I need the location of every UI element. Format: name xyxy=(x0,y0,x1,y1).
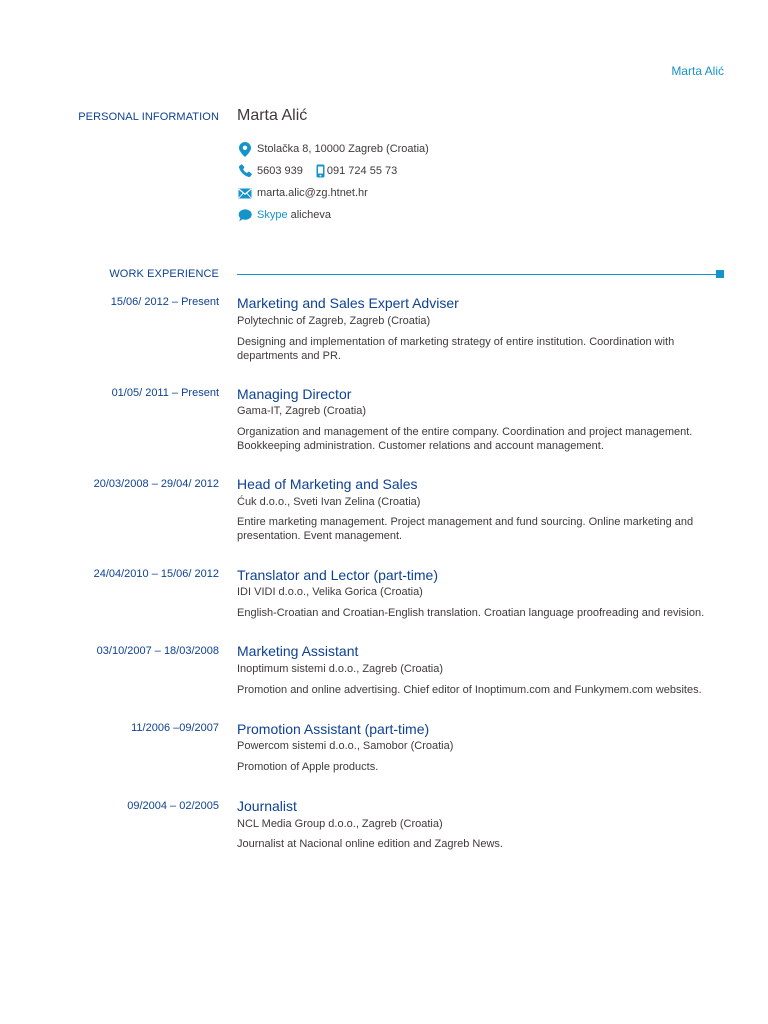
entry-dates: 09/2004 – 02/2005 xyxy=(127,800,219,812)
entry-employer: Powercom sistemi d.o.o., Samobor (Croatia) xyxy=(237,740,454,752)
entry-title: Marketing and Sales Expert Adviser xyxy=(237,295,459,311)
divider-line xyxy=(237,274,718,275)
entry-description: Organization and management of the entire company. Coordination and project management. Bookkeeping administration. Customer relations and account management. xyxy=(237,426,693,452)
entry-title: Promotion Assistant (part-time) xyxy=(237,721,430,737)
location-pin-icon xyxy=(237,141,253,157)
entry-dates: 20/03/2008 – 29/04/ 2012 xyxy=(93,478,219,490)
person-name: Marta Alić xyxy=(237,107,308,124)
work-experience-label: WORK EXPERIENCE xyxy=(109,268,219,280)
chat-bubble-icon xyxy=(237,207,253,223)
mobile-phone-icon xyxy=(315,163,326,179)
entry-title: Managing Director xyxy=(237,386,352,402)
divider-marker xyxy=(716,270,724,278)
entry-title: Marketing Assistant xyxy=(237,643,359,659)
entry-employer: Gama-IT, Zagreb (Croatia) xyxy=(237,405,366,417)
entry-employer: Inoptimum sistemi d.o.o., Zagreb (Croatia) xyxy=(237,663,444,675)
phone-number[interactable]: 5603 939 xyxy=(257,165,303,177)
entry-title: Head of Marketing and Sales xyxy=(237,476,418,492)
entry-dates: 11/2006 –09/2007 xyxy=(131,722,219,734)
entry-description: Journalist at Nacional online edition and Zagreb News. xyxy=(237,838,503,850)
entry-employer: NCL Media Group d.o.o., Zagreb (Croatia) xyxy=(237,818,443,830)
address-row xyxy=(237,141,429,157)
header-name: Marta Alić xyxy=(671,64,724,78)
entry-dates: 01/05/ 2011 – Present xyxy=(111,387,219,399)
phone-row xyxy=(237,163,397,179)
entry-dates: 15/06/ 2012 – Present xyxy=(110,296,219,308)
email-row xyxy=(237,185,368,201)
envelope-icon xyxy=(237,185,253,201)
phone-icon xyxy=(237,163,253,179)
entry-description: Designing and implementation of marketing strategy of entire institution. Coordination with departments and PR. xyxy=(237,336,675,362)
entry-title: Journalist xyxy=(237,798,297,814)
mobile-number[interactable]: 091 724 55 73 xyxy=(326,165,398,177)
entry-employer: Ćuk d.o.o., Sveti Ivan Zelina (Croatia) xyxy=(237,496,421,508)
entry-employer: Polytechnic of Zagreb, Zagreb (Croatia) xyxy=(237,315,431,327)
entry-description: English-Croatian and Croatian-English translation. Croatian language proofreading and revision. xyxy=(237,607,705,619)
entry-description: Promotion and online advertising. Chief editor of Inoptimum.com and Funkymem.com websites. xyxy=(237,684,702,696)
entry-description: Entire marketing management. Project management and fund sourcing. Online marketing and presentation. Event management. xyxy=(237,516,694,542)
entry-title: Translator and Lector (part-time) xyxy=(237,567,438,583)
im-row xyxy=(237,207,331,223)
address-text: Stolačka 8, 10000 Zagreb (Croatia) xyxy=(257,143,429,155)
entry-dates: 24/04/2010 – 15/06/ 2012 xyxy=(93,568,219,580)
mobile-group xyxy=(315,163,397,179)
entry-employer: IDI VIDI d.o.o., Velika Gorica (Croatia) xyxy=(237,586,423,598)
im-service-label: Skype xyxy=(257,209,288,221)
email-address[interactable]: marta.alic@zg.htnet.hr xyxy=(257,187,368,199)
entry-description: Promotion of Apple products. xyxy=(237,761,379,773)
section-divider xyxy=(237,267,724,276)
im-handle[interactable]: alicheva xyxy=(290,209,331,221)
personal-information-label: PERSONAL INFORMATION xyxy=(78,111,219,123)
entry-dates: 03/10/2007 – 18/03/2008 xyxy=(96,645,219,657)
